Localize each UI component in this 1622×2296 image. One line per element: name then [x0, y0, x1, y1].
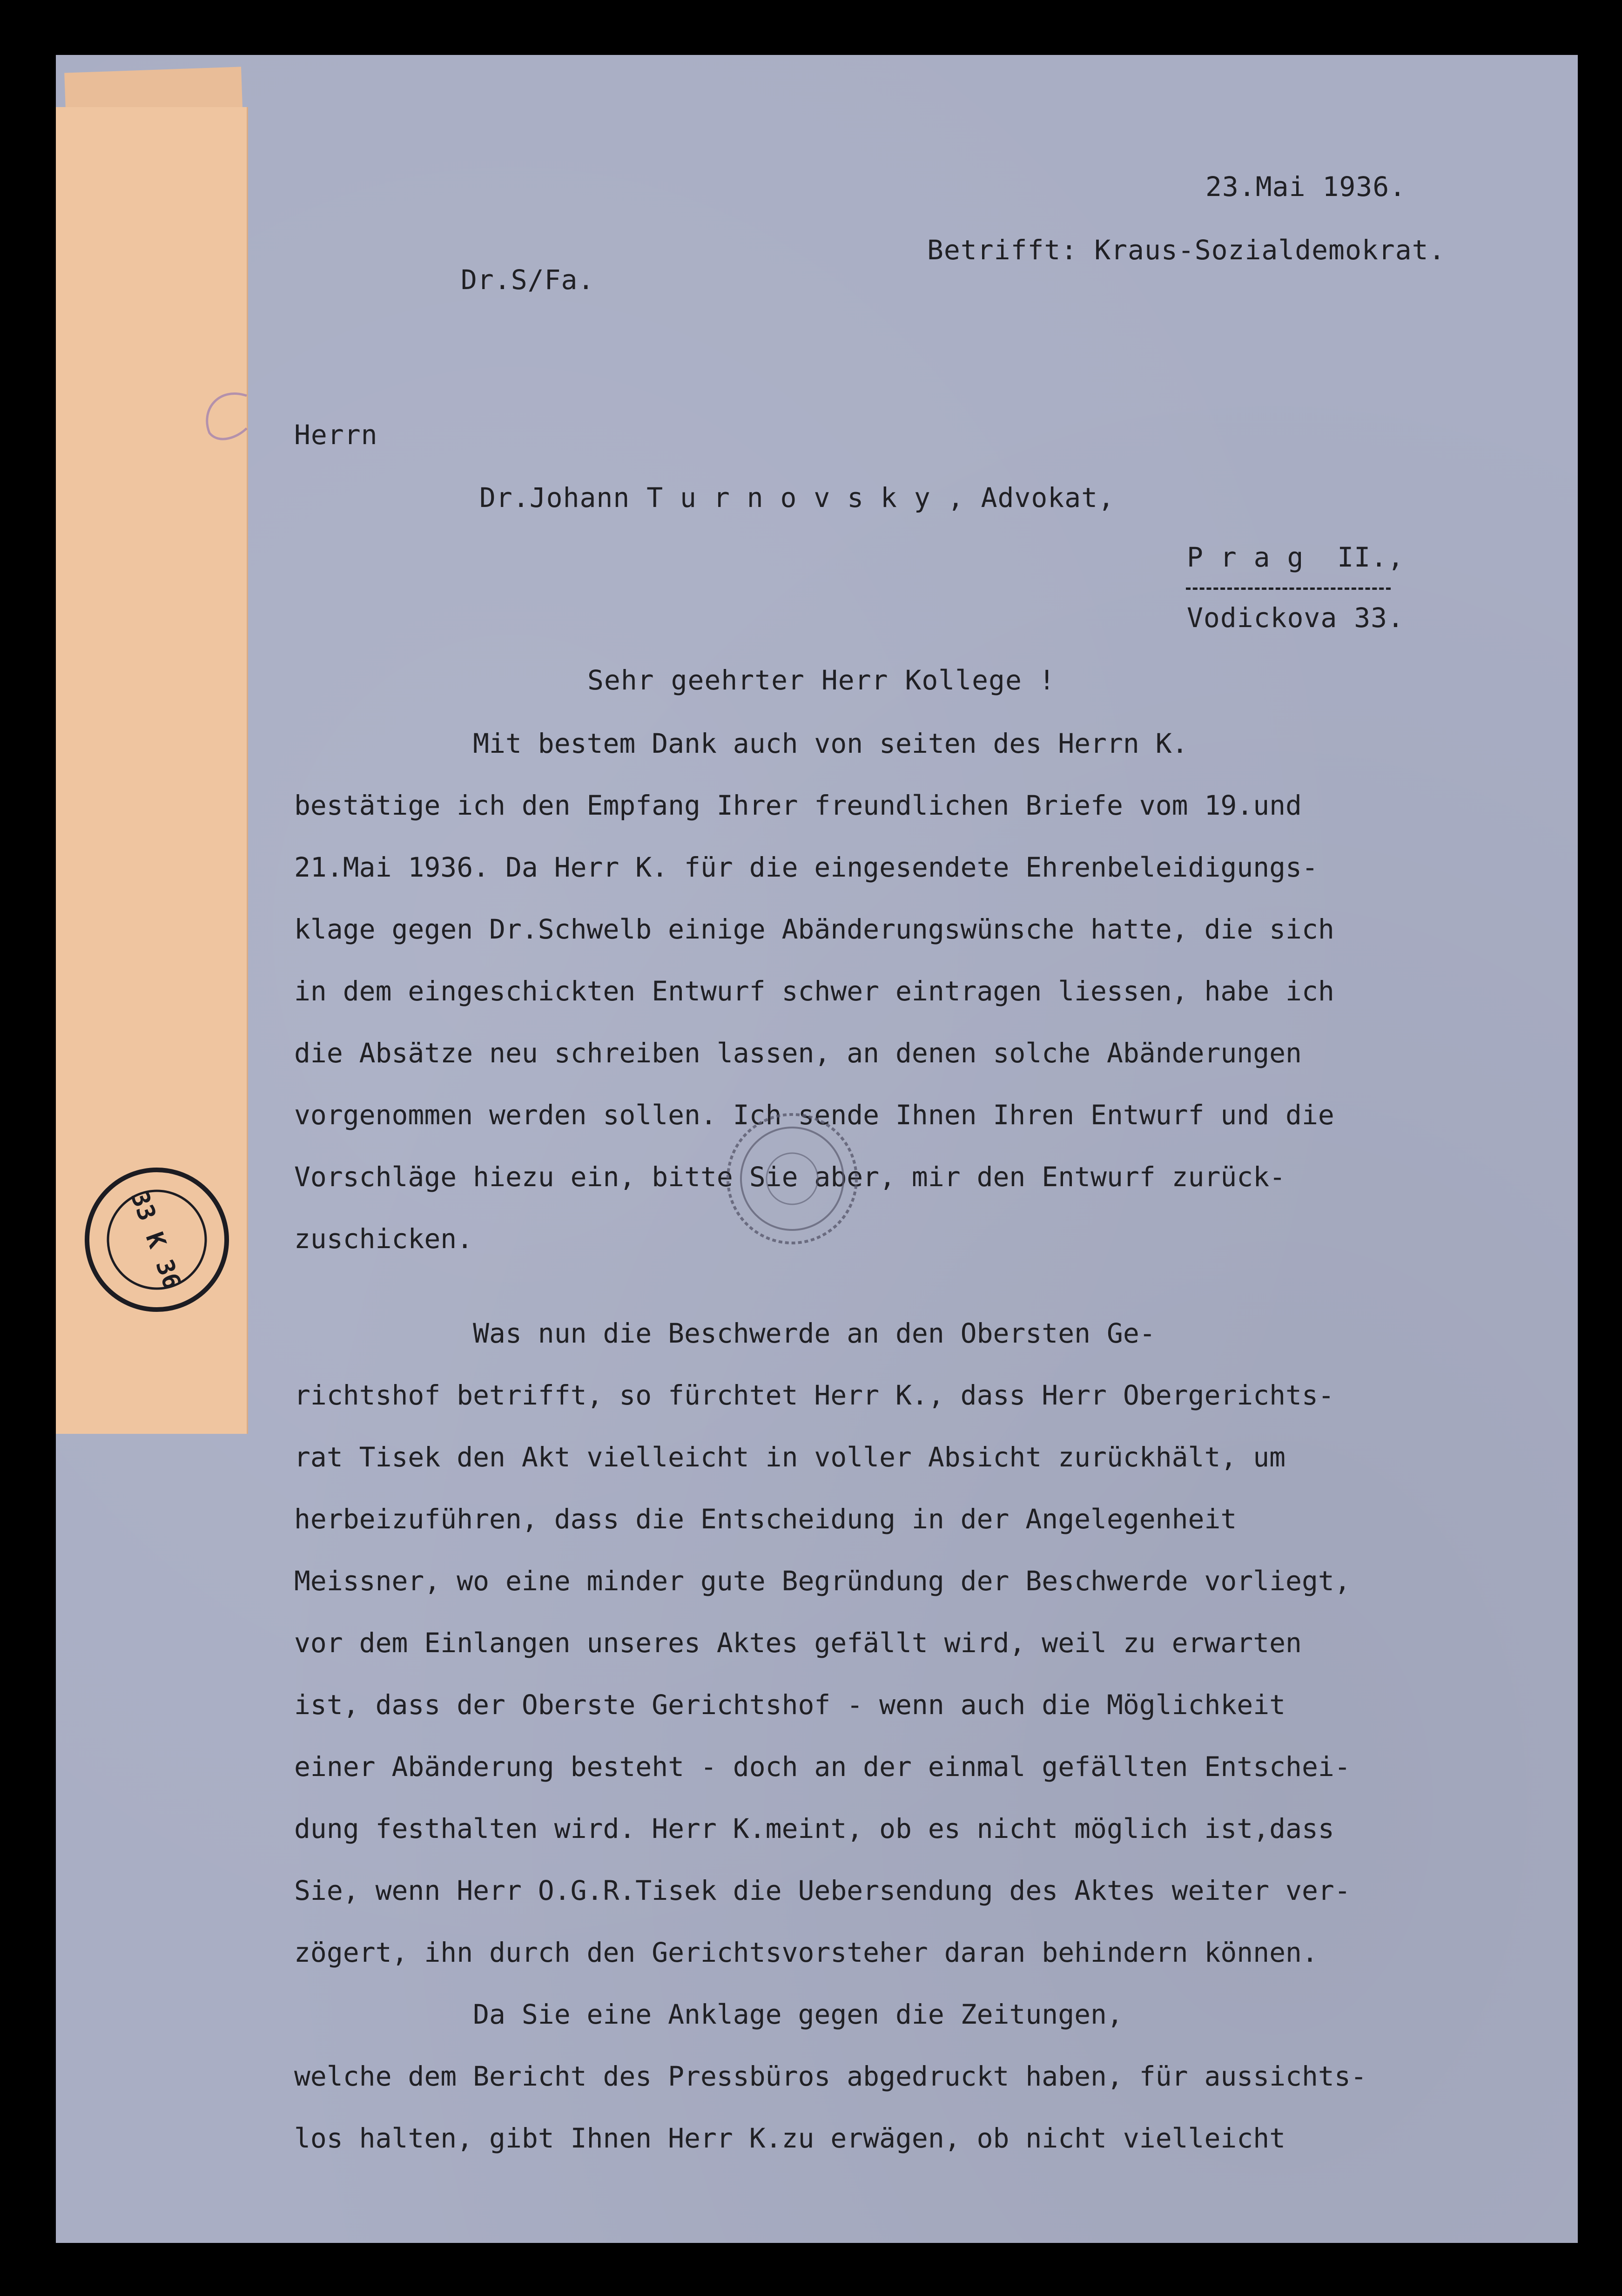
body-line: ist, dass der Oberste Gerichtshof - wenn auch die Möglichkeit: [294, 1689, 1286, 1721]
body-line: bestätige ich den Empfang Ihrer freundlichen Briefe vom 19.und: [294, 790, 1302, 821]
body-line: Meissner, wo eine minder gute Begründung der Beschwerde vorliegt,: [294, 1565, 1351, 1597]
body-line: zögert, ihn durch den Gerichtsvorsteher daran behindern können.: [294, 1937, 1318, 1968]
body-line: einer Abänderung besteht - doch an der einmal gefällten Entschei-: [294, 1751, 1351, 1783]
body-line: vorgenommen werden sollen. Ich sende Ihnen Ihren Entwurf und die: [294, 1099, 1334, 1131]
body-line: richtshof betrifft, so fürchtet Herr K., dass Herr Obergerichts-: [294, 1379, 1334, 1411]
date-stamp-text: 33 K 36: [125, 1187, 186, 1293]
letter-reference: Dr.S/Fa.: [461, 264, 595, 296]
date-stamp-icon: [80, 1163, 234, 1317]
body-line: Da Sie eine Anklage gegen die Zeitungen,: [294, 1999, 1123, 2030]
body-line: welche dem Bericht des Pressbüros abgedruckt haben, für aussichts-: [294, 2060, 1367, 2092]
letter-body: [294, 728, 1514, 2154]
body-line: Was nun die Beschwerde an den Obersten Ge-: [294, 1317, 1156, 1349]
office-seal-icon: [722, 1109, 862, 1249]
recipient-city: P r a g II.,: [1187, 541, 1404, 573]
body-line: Mit bestem Dank auch von seiten des Herrn K.: [294, 728, 1188, 759]
body-line: klage gegen Dr.Schwelb einige Abänderungswünsche hatte, die sich: [294, 913, 1334, 945]
body-line: Sie, wenn Herr O.G.R.Tisek die Uebersendung des Aktes weiter ver-: [294, 1875, 1351, 1906]
letter-subject: Betrifft: Kraus-Sozialdemokrat.: [927, 234, 1446, 266]
body-line: rat Tisek den Akt vielleicht in voller Absicht zurückhält, um: [294, 1441, 1286, 1473]
city-underline: [1186, 588, 1391, 590]
body-line: die Absätze neu schreiben lassen, an denen solche Abänderungen: [294, 1037, 1302, 1069]
recipient-name: Dr.Johann T u r n o v s k y , Advokat,: [479, 482, 1115, 513]
body-line: in dem eingeschickten Entwurf schwer eintragen liessen, habe ich: [294, 975, 1334, 1007]
body-line: zuschicken.: [294, 1223, 473, 1255]
letter-greeting: Sehr geehrter Herr Kollege !: [587, 664, 1056, 696]
body-line: dung festhalten wird. Herr K.meint, ob es nicht möglich ist,dass: [294, 1813, 1334, 1844]
body-line: Vorschläge hiezu ein, bitte Sie aber, mir den Entwurf zurück-: [294, 1161, 1286, 1193]
body-line: 21.Mai 1936. Da Herr K. für die eingesendete Ehrenbeleidigungs-: [294, 851, 1318, 883]
pencil-mark-icon: [191, 382, 256, 447]
recipient-salutation: Herrn: [294, 419, 378, 451]
body-line: herbeizuführen, dass die Entscheidung in der Angelegenheit: [294, 1503, 1237, 1535]
letter-date: 23.Mai 1936.: [1205, 171, 1407, 203]
body-line: vor dem Einlangen unseres Aktes gefällt wird, weil zu erwarten: [294, 1627, 1302, 1659]
recipient-street: Vodickova 33.: [1187, 602, 1404, 634]
body-line: los halten, gibt Ihnen Herr K.zu erwägen, ob nicht vielleicht: [294, 2122, 1286, 2154]
